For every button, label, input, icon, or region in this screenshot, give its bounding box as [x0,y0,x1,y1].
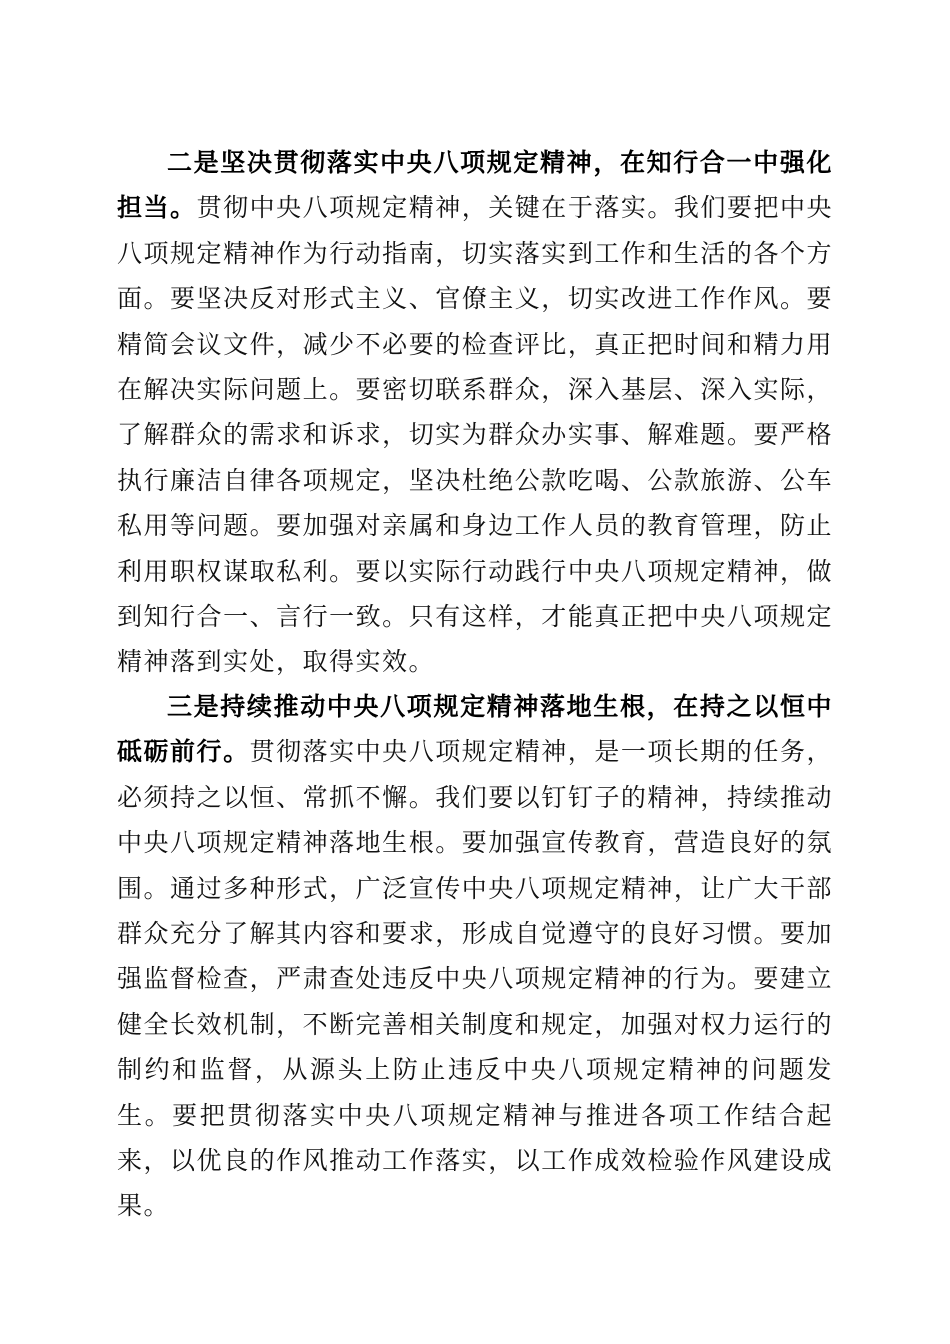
paragraph-2 [117,140,833,685]
paragraph-3-body: 贯彻落实中央八项规定精神，是一项长期的任务，必须持之以恒、常抓不懈。我们要以钉钉子的精神，持续推动中央八项规定精神落地生根。要加强宣传教育，营造良好的氛围。通过多种形式，广泛宣传中央八项规定精神，让广大干部群众充分了解其内容和要求，形成自觉遵守的良好习惯。要加强监督检查，严肃查处违反中央八项规定精神的行为。要建立健全长效机制，不断完善相关制度和规定，加强对权力运行的制约和监督，从源头上防止违反中央八项规定精神的问题发生。要把贯彻落实中央八项规定精神与推进各项工作结合起来，以优良的作风推动工作落实，以工作成效检验作风建设成果。 [117,737,833,1221]
paragraph-2-lead: 二是坚决贯彻落实中央八项规定精神，在知行合一中强化担当。 [117,148,833,223]
paragraph-3-lead: 三是持续推动中央八项规定精神落地生根，在持之以恒中砥砺前行。 [117,692,833,767]
paragraph-2-body: 贯彻中央八项规定精神，关键在于落实。我们要把中央八项规定精神作为行动指南，切实落实到工作和生活的各个方面。要坚决反对形式主义、官僚主义，切实改进工作作风。要精简会议文件，减少不必要的检查评比，真正把时间和精力用在解决实际问题上。要密切联系群众，深入基层、深入实际，了解群众的需求和诉求，切实为群众办实事、解难题。要严格执行廉洁自律各项规定，坚决杜绝公款吃喝、公款旅游、公车私用等问题。要加强对亲属和身边工作人员的教育管理，防止利用职权谋取私利。要以实际行动践行中央八项规定精神，做到知行合一、言行一致。只有这样，才能真正把中央八项规定精神落到实处，取得实效。 [117,193,833,677]
paragraph-3 [117,684,833,1229]
